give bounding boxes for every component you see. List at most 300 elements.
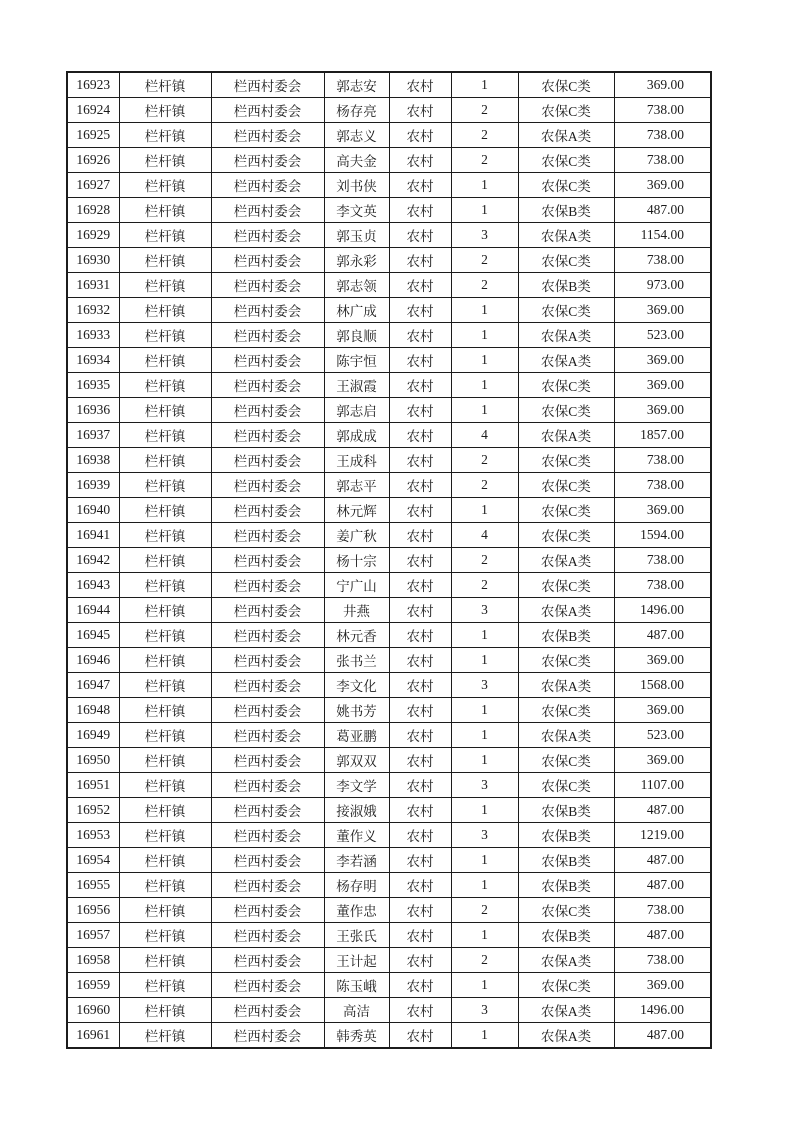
amount: 369.00 xyxy=(614,173,711,198)
insurance-category: 农保C类 xyxy=(518,773,614,798)
amount: 369.00 xyxy=(614,498,711,523)
record-id: 16931 xyxy=(67,273,119,298)
amount: 369.00 xyxy=(614,373,711,398)
village-committee: 栏西村委会 xyxy=(211,248,324,273)
insurance-category: 农保B类 xyxy=(518,198,614,223)
town: 栏杆镇 xyxy=(119,348,211,373)
person-name: 接淑娥 xyxy=(324,798,389,823)
insurance-category: 农保B类 xyxy=(518,873,614,898)
town: 栏杆镇 xyxy=(119,573,211,598)
person-count: 1 xyxy=(451,873,518,898)
table-row xyxy=(67,198,711,223)
residence-type: 农村 xyxy=(389,373,451,398)
person-count: 2 xyxy=(451,123,518,148)
insurance-category: 农保C类 xyxy=(518,398,614,423)
village-committee: 栏西村委会 xyxy=(211,948,324,973)
person-count: 3 xyxy=(451,223,518,248)
table-row xyxy=(67,898,711,923)
table-row xyxy=(67,398,711,423)
insurance-category: 农保C类 xyxy=(518,248,614,273)
amount: 487.00 xyxy=(614,848,711,873)
record-id: 16947 xyxy=(67,673,119,698)
village-committee: 栏西村委会 xyxy=(211,873,324,898)
residence-type: 农村 xyxy=(389,398,451,423)
village-committee: 栏西村委会 xyxy=(211,298,324,323)
amount: 738.00 xyxy=(614,548,711,573)
person-count: 1 xyxy=(451,623,518,648)
person-count: 1 xyxy=(451,698,518,723)
person-name: 陈玉峨 xyxy=(324,973,389,998)
table-row xyxy=(67,948,711,973)
residence-type: 农村 xyxy=(389,923,451,948)
amount: 1594.00 xyxy=(614,523,711,548)
residence-type: 农村 xyxy=(389,473,451,498)
person-count: 1 xyxy=(451,723,518,748)
person-name: 林元香 xyxy=(324,623,389,648)
record-id: 16942 xyxy=(67,548,119,573)
person-count: 1 xyxy=(451,72,518,98)
record-id: 16925 xyxy=(67,123,119,148)
person-count: 2 xyxy=(451,548,518,573)
insurance-category: 农保B类 xyxy=(518,798,614,823)
town: 栏杆镇 xyxy=(119,72,211,98)
village-committee: 栏西村委会 xyxy=(211,398,324,423)
record-id: 16951 xyxy=(67,773,119,798)
residence-type: 农村 xyxy=(389,848,451,873)
town: 栏杆镇 xyxy=(119,748,211,773)
residence-type: 农村 xyxy=(389,523,451,548)
person-name: 高夫金 xyxy=(324,148,389,173)
residence-type: 农村 xyxy=(389,823,451,848)
insurance-category: 农保C类 xyxy=(518,148,614,173)
insurance-category: 农保C类 xyxy=(518,748,614,773)
residence-type: 农村 xyxy=(389,348,451,373)
amount: 369.00 xyxy=(614,398,711,423)
village-committee: 栏西村委会 xyxy=(211,423,324,448)
town: 栏杆镇 xyxy=(119,648,211,673)
town: 栏杆镇 xyxy=(119,698,211,723)
amount: 973.00 xyxy=(614,273,711,298)
town: 栏杆镇 xyxy=(119,148,211,173)
table-row xyxy=(67,423,711,448)
record-id: 16952 xyxy=(67,798,119,823)
table-row xyxy=(67,273,711,298)
person-name: 林广成 xyxy=(324,298,389,323)
residence-type: 农村 xyxy=(389,448,451,473)
village-committee: 栏西村委会 xyxy=(211,898,324,923)
person-count: 1 xyxy=(451,323,518,348)
amount: 1496.00 xyxy=(614,598,711,623)
residence-type: 农村 xyxy=(389,598,451,623)
person-count: 4 xyxy=(451,523,518,548)
town: 栏杆镇 xyxy=(119,973,211,998)
insurance-category: 农保A类 xyxy=(518,673,614,698)
residence-type: 农村 xyxy=(389,1023,451,1049)
person-name: 李文学 xyxy=(324,773,389,798)
person-count: 1 xyxy=(451,748,518,773)
town: 栏杆镇 xyxy=(119,923,211,948)
town: 栏杆镇 xyxy=(119,798,211,823)
table-row xyxy=(67,223,711,248)
residence-type: 农村 xyxy=(389,623,451,648)
town: 栏杆镇 xyxy=(119,998,211,1023)
table-row xyxy=(67,148,711,173)
person-name: 杨存明 xyxy=(324,873,389,898)
residence-type: 农村 xyxy=(389,948,451,973)
table-row xyxy=(67,848,711,873)
insurance-category: 农保C类 xyxy=(518,898,614,923)
village-committee: 栏西村委会 xyxy=(211,473,324,498)
residence-type: 农村 xyxy=(389,723,451,748)
village-committee: 栏西村委会 xyxy=(211,548,324,573)
table-row xyxy=(67,473,711,498)
person-count: 3 xyxy=(451,673,518,698)
village-committee: 栏西村委会 xyxy=(211,1023,324,1049)
town: 栏杆镇 xyxy=(119,373,211,398)
village-committee: 栏西村委会 xyxy=(211,173,324,198)
insurance-category: 农保A类 xyxy=(518,598,614,623)
insurance-category: 农保A类 xyxy=(518,348,614,373)
insurance-category: 农保C类 xyxy=(518,448,614,473)
record-id: 16939 xyxy=(67,473,119,498)
amount: 487.00 xyxy=(614,1023,711,1049)
residence-type: 农村 xyxy=(389,998,451,1023)
person-count: 1 xyxy=(451,173,518,198)
residence-type: 农村 xyxy=(389,698,451,723)
residence-type: 农村 xyxy=(389,773,451,798)
person-name: 高洁 xyxy=(324,998,389,1023)
residence-type: 农村 xyxy=(389,573,451,598)
town: 栏杆镇 xyxy=(119,298,211,323)
insurance-category: 农保C类 xyxy=(518,373,614,398)
amount: 738.00 xyxy=(614,148,711,173)
person-name: 王成科 xyxy=(324,448,389,473)
insurance-category: 农保C类 xyxy=(518,973,614,998)
record-id: 16944 xyxy=(67,598,119,623)
insurance-category: 农保B类 xyxy=(518,623,614,648)
person-count: 3 xyxy=(451,998,518,1023)
person-count: 1 xyxy=(451,498,518,523)
record-id: 16940 xyxy=(67,498,119,523)
record-id: 16943 xyxy=(67,573,119,598)
residence-type: 农村 xyxy=(389,748,451,773)
person-name: 郭双双 xyxy=(324,748,389,773)
table-row xyxy=(67,748,711,773)
insurance-category: 农保C类 xyxy=(518,523,614,548)
village-committee: 栏西村委会 xyxy=(211,123,324,148)
residence-type: 农村 xyxy=(389,798,451,823)
person-name: 郭志启 xyxy=(324,398,389,423)
record-id: 16933 xyxy=(67,323,119,348)
insurance-category: 农保C类 xyxy=(518,298,614,323)
table-body xyxy=(67,72,711,1048)
village-committee: 栏西村委会 xyxy=(211,798,324,823)
amount: 523.00 xyxy=(614,323,711,348)
person-name: 姚书芳 xyxy=(324,698,389,723)
insurance-category: 农保A类 xyxy=(518,123,614,148)
town: 栏杆镇 xyxy=(119,473,211,498)
table-row xyxy=(67,348,711,373)
town: 栏杆镇 xyxy=(119,173,211,198)
record-id: 16936 xyxy=(67,398,119,423)
amount: 1219.00 xyxy=(614,823,711,848)
town: 栏杆镇 xyxy=(119,623,211,648)
residence-type: 农村 xyxy=(389,298,451,323)
table-row xyxy=(67,698,711,723)
insurance-category: 农保C类 xyxy=(518,98,614,123)
insurance-category: 农保C类 xyxy=(518,573,614,598)
residence-type: 农村 xyxy=(389,548,451,573)
table-row xyxy=(67,648,711,673)
table-row xyxy=(67,98,711,123)
person-name: 姜广秋 xyxy=(324,523,389,548)
residence-type: 农村 xyxy=(389,423,451,448)
amount: 369.00 xyxy=(614,648,711,673)
table-row xyxy=(67,448,711,473)
residence-type: 农村 xyxy=(389,973,451,998)
amount: 738.00 xyxy=(614,898,711,923)
table-row xyxy=(67,373,711,398)
person-name: 宁广山 xyxy=(324,573,389,598)
amount: 369.00 xyxy=(614,973,711,998)
village-committee: 栏西村委会 xyxy=(211,973,324,998)
village-committee: 栏西村委会 xyxy=(211,223,324,248)
town: 栏杆镇 xyxy=(119,848,211,873)
table-row xyxy=(67,598,711,623)
town: 栏杆镇 xyxy=(119,523,211,548)
record-id: 16945 xyxy=(67,623,119,648)
town: 栏杆镇 xyxy=(119,498,211,523)
village-committee: 栏西村委会 xyxy=(211,72,324,98)
record-id: 16926 xyxy=(67,148,119,173)
person-name: 杨存亮 xyxy=(324,98,389,123)
amount: 738.00 xyxy=(614,248,711,273)
table-row xyxy=(67,323,711,348)
person-name: 葛亚鹏 xyxy=(324,723,389,748)
amount: 1857.00 xyxy=(614,423,711,448)
person-name: 郭志安 xyxy=(324,72,389,98)
amount: 738.00 xyxy=(614,948,711,973)
residence-type: 农村 xyxy=(389,123,451,148)
residence-type: 农村 xyxy=(389,648,451,673)
residence-type: 农村 xyxy=(389,273,451,298)
table-row xyxy=(67,298,711,323)
record-id: 16954 xyxy=(67,848,119,873)
person-name: 李若涵 xyxy=(324,848,389,873)
village-committee: 栏西村委会 xyxy=(211,823,324,848)
person-name: 郭永彩 xyxy=(324,248,389,273)
residence-type: 农村 xyxy=(389,873,451,898)
amount: 487.00 xyxy=(614,798,711,823)
record-id: 16928 xyxy=(67,198,119,223)
amount: 738.00 xyxy=(614,123,711,148)
record-id: 16938 xyxy=(67,448,119,473)
insurance-category: 农保C类 xyxy=(518,173,614,198)
person-name: 韩秀英 xyxy=(324,1023,389,1049)
town: 栏杆镇 xyxy=(119,773,211,798)
person-count: 2 xyxy=(451,98,518,123)
person-count: 1 xyxy=(451,348,518,373)
village-committee: 栏西村委会 xyxy=(211,373,324,398)
record-id: 16948 xyxy=(67,698,119,723)
village-committee: 栏西村委会 xyxy=(211,923,324,948)
record-id: 16961 xyxy=(67,1023,119,1049)
record-id: 16932 xyxy=(67,298,119,323)
amount: 369.00 xyxy=(614,748,711,773)
insurance-category: 农保A类 xyxy=(518,948,614,973)
town: 栏杆镇 xyxy=(119,273,211,298)
table-row xyxy=(67,923,711,948)
residence-type: 农村 xyxy=(389,673,451,698)
table-row xyxy=(67,873,711,898)
person-name: 陈宇恒 xyxy=(324,348,389,373)
record-id: 16927 xyxy=(67,173,119,198)
amount: 523.00 xyxy=(614,723,711,748)
village-committee: 栏西村委会 xyxy=(211,598,324,623)
village-committee: 栏西村委会 xyxy=(211,698,324,723)
table-row xyxy=(67,623,711,648)
insurance-category: 农保A类 xyxy=(518,223,614,248)
amount: 369.00 xyxy=(614,72,711,98)
town: 栏杆镇 xyxy=(119,673,211,698)
person-count: 2 xyxy=(451,473,518,498)
village-committee: 栏西村委会 xyxy=(211,573,324,598)
record-id: 16946 xyxy=(67,648,119,673)
person-count: 2 xyxy=(451,148,518,173)
person-name: 张书兰 xyxy=(324,648,389,673)
record-id: 16937 xyxy=(67,423,119,448)
person-count: 1 xyxy=(451,198,518,223)
insurance-category: 农保C类 xyxy=(518,698,614,723)
person-name: 王计起 xyxy=(324,948,389,973)
residence-type: 农村 xyxy=(389,323,451,348)
residence-type: 农村 xyxy=(389,898,451,923)
person-name: 郭成成 xyxy=(324,423,389,448)
town: 栏杆镇 xyxy=(119,98,211,123)
table-row xyxy=(67,723,711,748)
village-committee: 栏西村委会 xyxy=(211,523,324,548)
person-name: 董作忠 xyxy=(324,898,389,923)
village-committee: 栏西村委会 xyxy=(211,148,324,173)
record-id: 16924 xyxy=(67,98,119,123)
record-id: 16950 xyxy=(67,748,119,773)
insurance-category: 农保A类 xyxy=(518,323,614,348)
residence-type: 农村 xyxy=(389,223,451,248)
amount: 369.00 xyxy=(614,698,711,723)
insurance-category: 农保C类 xyxy=(518,648,614,673)
person-count: 4 xyxy=(451,423,518,448)
person-count: 2 xyxy=(451,573,518,598)
record-id: 16930 xyxy=(67,248,119,273)
amount: 487.00 xyxy=(614,623,711,648)
record-id: 16941 xyxy=(67,523,119,548)
town: 栏杆镇 xyxy=(119,548,211,573)
table-row xyxy=(67,798,711,823)
amount: 487.00 xyxy=(614,923,711,948)
person-count: 2 xyxy=(451,948,518,973)
village-committee: 栏西村委会 xyxy=(211,198,324,223)
town: 栏杆镇 xyxy=(119,248,211,273)
amount: 487.00 xyxy=(614,873,711,898)
village-committee: 栏西村委会 xyxy=(211,273,324,298)
village-committee: 栏西村委会 xyxy=(211,98,324,123)
insurance-category: 农保A类 xyxy=(518,723,614,748)
table-row xyxy=(67,523,711,548)
village-committee: 栏西村委会 xyxy=(211,848,324,873)
table-row xyxy=(67,123,711,148)
record-id: 16949 xyxy=(67,723,119,748)
person-count: 1 xyxy=(451,398,518,423)
person-name: 王张氏 xyxy=(324,923,389,948)
record-id: 16953 xyxy=(67,823,119,848)
record-id: 16959 xyxy=(67,973,119,998)
person-count: 1 xyxy=(451,373,518,398)
person-count: 1 xyxy=(451,298,518,323)
town: 栏杆镇 xyxy=(119,323,211,348)
amount: 1107.00 xyxy=(614,773,711,798)
table-row xyxy=(67,1023,711,1049)
residence-type: 农村 xyxy=(389,498,451,523)
amount: 738.00 xyxy=(614,98,711,123)
village-committee: 栏西村委会 xyxy=(211,448,324,473)
person-name: 杨十宗 xyxy=(324,548,389,573)
town: 栏杆镇 xyxy=(119,223,211,248)
person-count: 2 xyxy=(451,898,518,923)
table-row xyxy=(67,72,711,98)
village-committee: 栏西村委会 xyxy=(211,348,324,373)
town: 栏杆镇 xyxy=(119,1023,211,1049)
record-id: 16958 xyxy=(67,948,119,973)
person-count: 3 xyxy=(451,598,518,623)
town: 栏杆镇 xyxy=(119,448,211,473)
residence-type: 农村 xyxy=(389,98,451,123)
town: 栏杆镇 xyxy=(119,598,211,623)
table-row xyxy=(67,173,711,198)
table-row xyxy=(67,973,711,998)
town: 栏杆镇 xyxy=(119,873,211,898)
amount: 369.00 xyxy=(614,348,711,373)
insurance-category: 农保A类 xyxy=(518,998,614,1023)
record-id: 16934 xyxy=(67,348,119,373)
insurance-category: 农保B类 xyxy=(518,823,614,848)
person-count: 1 xyxy=(451,1023,518,1049)
amount: 369.00 xyxy=(614,298,711,323)
village-committee: 栏西村委会 xyxy=(211,498,324,523)
person-count: 3 xyxy=(451,773,518,798)
village-committee: 栏西村委会 xyxy=(211,773,324,798)
table-row xyxy=(67,248,711,273)
insurance-category: 农保B类 xyxy=(518,273,614,298)
person-count: 2 xyxy=(451,448,518,473)
residence-type: 农村 xyxy=(389,198,451,223)
record-id: 16955 xyxy=(67,873,119,898)
insurance-category: 农保C类 xyxy=(518,473,614,498)
person-count: 1 xyxy=(451,798,518,823)
residence-type: 农村 xyxy=(389,173,451,198)
person-count: 1 xyxy=(451,848,518,873)
person-name: 李文英 xyxy=(324,198,389,223)
person-count: 1 xyxy=(451,648,518,673)
person-name: 郭玉贞 xyxy=(324,223,389,248)
person-name: 郭良顺 xyxy=(324,323,389,348)
record-id: 16935 xyxy=(67,373,119,398)
town: 栏杆镇 xyxy=(119,898,211,923)
amount: 738.00 xyxy=(614,448,711,473)
table-row xyxy=(67,498,711,523)
amount: 1496.00 xyxy=(614,998,711,1023)
table-row xyxy=(67,998,711,1023)
insurance-category: 农保A类 xyxy=(518,548,614,573)
